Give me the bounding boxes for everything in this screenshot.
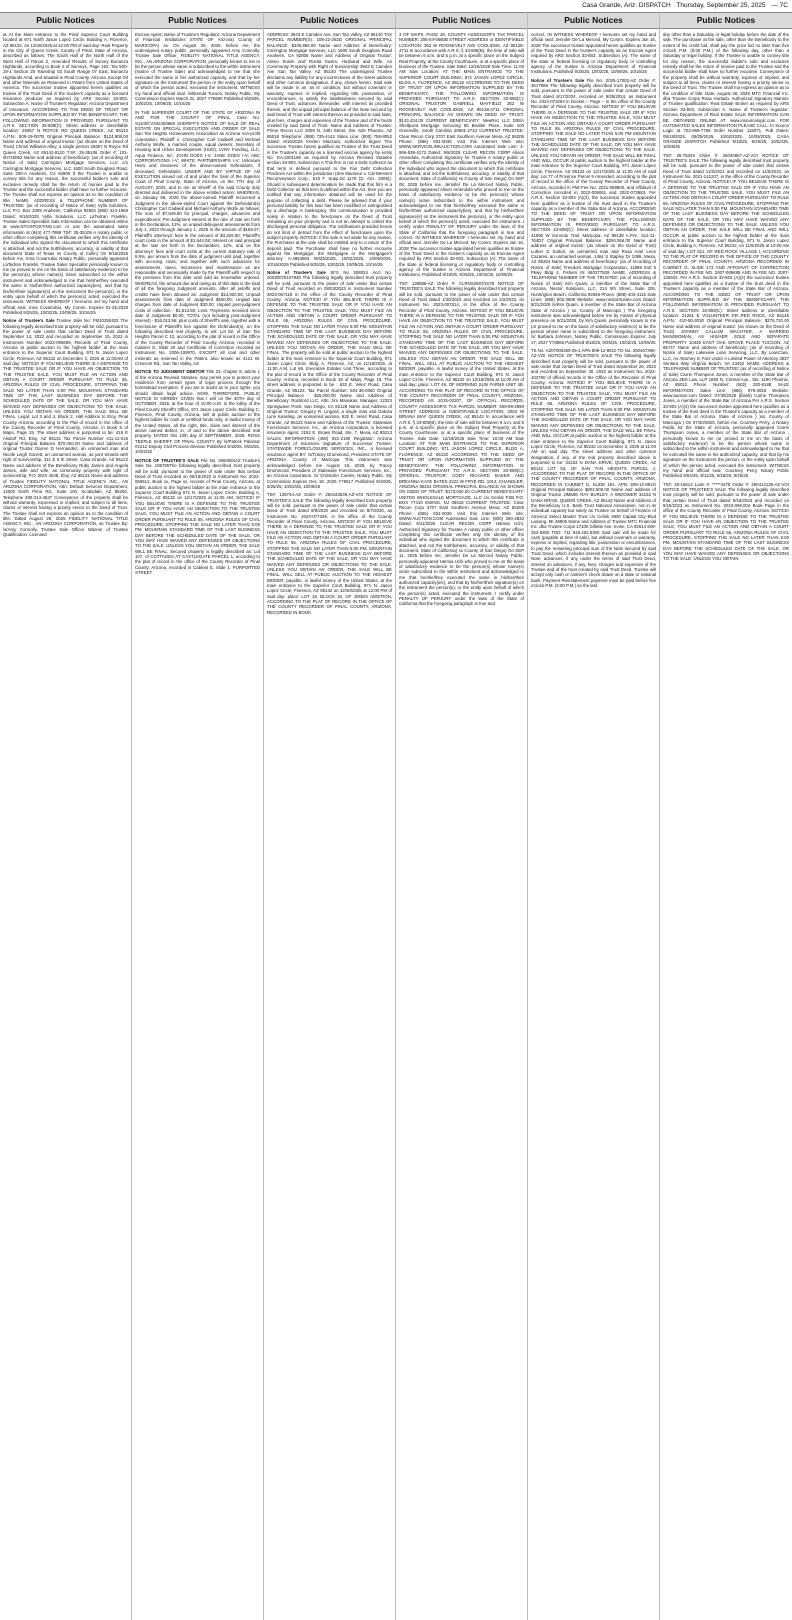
column-body (531, 32, 656, 588)
notice-body: IN THE SUPERIOR COURT OF THE STATE OF ARIZONA IN AND FOR THE COUNTY OF PINAL Case No. S1100CV202400686 SHERIFF'S NOTICE OF SALE OF REAL ESTATE ON SPECIAL EXECUTION AND ORDER OF SALE San Tan Heights Homeowners Association an Arizona non-profit corporation, Plaintiff v. Christopher Carl Cadwell and Michael Anthony Wolfe, a married couple, equal owners; Secretary of Housing and Urban Development (HUD); LVNV Funding, LLC; Aqua Finance, Inc; JOHN DOES I-V; JANE DOES I-V; ABC CORPORATIONS I-V; WHITE PARTNERSHIPS I-V; Unknown Heirs and Devisees of the above-named Defendants, if deceased, Defendants. UNDER AND BY VIRTUE OF AN EXECUTION issued out of and under the Seal of the Superior Court of Pinal County, State of Arizona, on the 7TH day of AUGUST, 2025, and to me as Sheriff of the said County duly directed and delivered in the above entitled action: WHEREAS, on January 06, 2025 the above-named Plaintiff recovered a Judgment in the above-styled Court against the Defendant(s) Christopher Carl Cadwell and Michael Anthony Wolfe as follows: The sum of $7,849.50 for principal, charges, advances and expenditures; Pre-Judgment interest at the rate of rate set forth in the Declaration, 12%, on unpaid delinquent assessments from July 1, 2023 through January 1, 2025 in the amount of $169.07; Plaintiff's attorneys' fees in the amount of $4,326.50; Plaintiff's court costs in the amount of $1,644.08; Interest on said principal at the rate set forth in the Declaration, 12%, and on the attorneys' fees and court costs at the current statutory rate of 8.5%, per annum from the date of judgment until paid, together with accruing costs; and together with such advances for assessments, taxes, insurances and maintenance as are reasonable and necessarily made by the Plaintiff with respect to the premises from this date until sold as hereinafter ordered. WHEREAS, the amount due and owing as of this date is the total of all the foregoing Judgment amounts, after all setoffs and credits have been allowed as: Judgment $13,820.08; Unpaid assessments from date of Judgment $500.00; Unpaid late charges from date of Judgment $30.00; Unpaid post-judgment costs of collection - $1,613.50; Less: Payments received since date of Judgment $0.00; TOTAL (not including post-Judgment interest) - $16,013.58, plus costs of Sheriff's sale, together with a foreclosure of Plaintiff's lien against the Defendant(s), on the following described real property, to wit: Lot 52, of San Tan Heights Parcel C 12, according to the plat of record in the Office of the County Recorder of Pinal County, Arizona, recorded in Cabinet G, Slide 20 and Certificate of Correction recorded as Instrument No. 2006-109970. EXCEPT all coal and other minerals as reserved in the Patent. also known as 4121 W. Crescent Rd., San Tan Valley, AZ. (135, 109, 260, 366)
column-6 (660, 12, 792, 1620)
column-body (267, 32, 392, 615)
notice (135, 32, 260, 107)
notice (3, 32, 128, 315)
notice-body: TS#: 139744-AZ Order #: 250443536-AZ-VOI NOTICE OF TRUSTEE'S SALE The following legally described trust property will be sold, pursuant to the power of sale under that certain Deed of Trust dated 8/9/2020 and recorded on 8/7/2020, as Instrument No. 2020-077329, in the office of the County Recorder of Pinal County, Arizona. NOTICE! IF YOU BELIEVE THERE IS A DEFENSE TO THE TRUSTEE SALE OR IF YOU HAVE AN OBJECTION TO THE TRUSTEE SALE, YOU MUST FILE AN ACTION AND OBTAIN A COURT ORDER PURSUANT TO RULE 65, ARIZONA RULES OF CIVIL PROCEDURE, STOPPING THE SALE NO LATER THAN 5:00 PM. MOUNTAIN STANDARD TIME OF THE LAST BUSINESS DAY BEFORE THE SCHEDULED DATE OF THE SALE, OR YOU MAY HAVE WAIVED ANY DEFENSES OR OBJECTIONS TO THE SALE. UNLESS YOU OBTAIN AN ORDER, THE SALE WILL BE FINAL. WILL SELL AT PUBLIC AUCTION TO THE HIGHEST BIDDER, payable, in lawful money of the United States, at the main entrance to the Superior Court Building, 971 N. Jason Lopez Circle, Florence, AZ 85132 on 12/30/2025 at 12:00 PM of said day: place: LOT 19, BLOCK 16, OF JONES ADDITION, ACCORDING TO THE PLAT OF RECORD IN THE OFFICE OF THE COUNTY RECORDER OF PINAL COUNTY, ARIZONA, RECORDED IN BOOK (267, 492, 392, 615)
notice-title: Notice of Trustee's Sale (531, 77, 585, 83)
column-body (135, 32, 260, 575)
column-5 (528, 12, 660, 1620)
notice (531, 32, 656, 75)
column-body (399, 32, 524, 607)
notice-body: TS#: 25-15613 Loan #: *****4478 Order #: 250414136-AZ-VOI NOTICE OF TRUSTEE'S SALE The following legally described trust property will be sold, pursuant to the power of sale under that certain Deed of Trust dated 9/18/2023 and recorded on 9/18/2023 as Instrument No. 2023-069,004 Book Page in the office of the County Recorder of Pinal County, Arizona. NOTICE! IF YOU BELIEVE THERE IS A DEFENSE TO THE TRUSTEE SALE OR IF YOU HAVE AN OBJECTION TO THE TRUSTEE SALE, YOU MUST FILE AN ACTION AND OBTAIN A COURT ORDER PURSUANT TO RULE 65, ARIZONA RULES OF CIVIL PROCEDURE, STOPPING THE SALE NO LATER THAN 5:00 PM. MOUNTAIN STANDARD TIME OF THE LAST BUSINESS DAY BEFORE THE SCHEDULED DATE OF THE SALE, OR YOU MAY HAVE WAIVED ANY DEFENSES OR OBJECTIONS TO THE SALE. UNLESS YOU OBTAIN (663, 481, 789, 562)
notice (135, 110, 260, 367)
notice-title: Notice of Trustee's Sale (267, 270, 326, 276)
column-3 (264, 12, 396, 1620)
masthead-paper: Casa Grande, Ariz. DISPATCH (582, 2, 671, 9)
masthead-page: — 7C (771, 2, 788, 9)
notice (531, 78, 656, 345)
column-header: Public Notices (396, 12, 527, 29)
notice (135, 458, 260, 576)
masthead (0, 0, 792, 12)
notice-body: correct. IN WITNESS WHEREOF I hereunto set my hand and official seal. Jennifer De La Merced, My Comm. Expires Jan 16, 2028 The successor trustee appointed herein qualifies as trustee of the Trust Deed in the trustee's capacity as an Escrow Agent required by ARS Section 33-803, Subsection (A). The name of the state or federal licensing or regulatory body or controlling agency of the trustee is Arizona Department of Financial Institutions. Published 9/25/25, 10/02/25, 10/09/25, 10/16/25 (531, 32, 656, 75)
notice-body: TS#: 138586-AZ Order #: CLRNS2587/1079 NOTICE OF TRUSTEE'S SALE The following legally described trust property will be sold, pursuant to the power of sale under that certain Deed of Trust dated 1/30/2023 and recorded on 2/2/2023, as Instrument No. 2023-007814, in the office of the County Recorder of Pinal County, Arizona. NOTICE! IF YOU BELIEVE THERE IS A DEFENSE TO THE TRUSTEE SALE OR IF YOU HAVE AN OBJECTION TO THE TRUSTEE SALE, YOU MUST FILE AN ACTION AND OBTAIN A COURT ORDER PURSUANT TO RULE 65, ARIZONA RULES OF CIVIL PROCEDURE, STOPPING THE SALE NO LATER THAN 5:00 PM. MOUNTAIN STANDARD TIME OF THE LAST BUSINESS DAY BEFORE THE SCHEDULED DATE OF THE SALE, OR YOU MAY HAVE WAIVED ANY DEFENSES OR OBJECTIONS TO THE SALE. UNLESS YOU OBTAIN AN ORDER, THE SALE WILL BE FINAL. WILL SELL AT PUBLIC AUCTION TO THE HIGHEST BIDDER, payable, in lawful money of the United States, at the main entrance to the Superior Court Building, 971 N. Jason Lopez Circle, Florence, AZ 85132 on 12/18/2025 at 11:00 AM of said day: place: LOT 46, OF MORNING SUN FARMS UNIT 4B, ACCORDING TO THE PLAT OF RECORD IN THE OFFICE OF THE COUNTY RECORDER OF PINAL COUNTY, ARIZONA, RECORDED AS 2015-02207, OF OFFICIAL RECORDS. COUNTY ASSESSOR'S TAX PARCEL NUMBER: 509-99-2990 STREET ADDRESS or IDENTIFIABLE LOCATION: 2002 W BRIANA WAY QUEEN CREEK, AZ 85142 In accordance with A.R.S. § 33-808(B), the time of sale will be between 9 a.m. and 5 p.m. at a specific place on the Subject Real Property, at the County Courthouse, or at a specific place of business of the Trustee. Sale Date: 12/18/2025 Sale Time: 10:00 AM Sale Location: AT THE MAIN ENTRANCE TO THE SUPERIOR COURT BUILDING, 971 JASON LOPEZ CIRCLE, BLDG A, FLORENCE, AZ 85132 ACCORDING TO THE DEED OF TRUST OR UPON INFORMATION SUPPLIED BY THE BENEFICIARY, THE FOLLOWING INFORMATION IS PROVIDED PURSUANT TO A.R.S. SECTION 33-808(C): ORIGINAL TRUSTOR: CODY RICHARD BAKER AND BREANNA KAYE BATES 2222 W FRYE RD. 1014, CHANDLER, ARIZONA 85224 ORIGINAL PRINCIPAL BALANCE AS SHOWN ON DEED OF TRUST: $173,030.00 CURRENT BENEFICIARY: UNITED WHOLESALE MORTGAGE, LLC c/o Cenlar FSB P.O. BOX 77410 EWING, NJ 08618 CURRENT TRUSTEE: Clear Recon Corp 3707 East Southern Avenue Mesa, AZ 85206 Phone: (866) 931-0036 Visit this Internet Web site: WWW.AUCTION.COM Automated Sale Line: (800) 280-2832 Dated: 9/11/2025 CLEAR RECON CORP Hamsa Uchi, Authorized Signatory for Trustee A notary public or other officer completing this certificate verifies only the identity of the individual who signed the document to which this certificate is attached, and not the truthfulness, accuracy, or validity of that document. State of California) ss County of San Diego) On SEP 11, 2025 before me, Jennifer De La Merced Notary Public, personally appeared Hamsa Uchi who proved to me on the basis of satisfactory evidence to be the person(s) whose name(s) is/are subscribed to the within instrument and acknowledged to me that he/she/they executed the same in his/her/their authorized capacity(ies), and that by his/her/their signature(s) on the instrument the person(s), or the entity upon behalf of which the person(s) acted, executed the instrument. I certify under PENALTY OF PERJURY under the laws of the State of California that the foregoing paragraph is true and (399, 280, 524, 607)
notice (3, 318, 128, 537)
column-header: Public Notices (132, 12, 263, 29)
notice-columns (0, 12, 792, 1620)
column-header: Public Notices (0, 12, 131, 29)
notice (663, 153, 789, 479)
notice-body: SFS No 508024 Acct No. 20030076107930 The following legally described trust property will be sold, pursuant to the power of sale under that certain Deed of Trust recorded on 08/03/2023 in Instrument Number 2023-067115 in the office of the County Recorder of Pinal County, Arizona. NOTICE! IF YOU BELIEVE THERE IS A DEFENSE TO THE TRUSTEE SALE OR IF YOU HAVE AN OBJECTION TO THE TRUSTEE SALE, YOU MUST FILE AN ACTION AND OBTAIN A COURT ORDER PURSUANT TO RULE 65, ARIZONA RULES OF CIVIL PROCEDURE, STOPPING THE SALE NO LATER THAN 5:00 PM. MOUNTAIN STANDARD TIME OF THE LAST BUSINESS DAY BEFORE THE SCHEDULED DATE OF THE SALE, OR YOU MAY HAVE WAIVED ANY DEFENSES OR OBJECTIONS TO THE SALE. UNLESS YOU OBTAIN AN ORDER, THE SALE WILL BE FINAL. The property will be sold at public auction to the highest bidder at the main entrance to the Superior Court Building, 971 Jason Lopez Circle, Bldg. A, Florence, AZ, on 11/18/2025, at 11:00 A.M. Lot 66, Executive Estates Unit Three, according to the plat of record in the Office of the County Recorder of Pinal County, Arizona, recorded in Book 19 of Maps, Page 18. The street address is purported to be : 632 E. Velez Road, Casa Grande, AZ 85122. Tax Parcel Number: 504-36-0060 Original Principal Balance : $25,000.00 Name and Address of Beneficiary: Rocklord LLC, Attn: Jim Manukas, Manager, 12323 Springwave Point, San Diego, CA 92128 Name and Address of Original Trustor: Gregory R. Lingard, a single man and Dakota Lynn Keasling, an unmarried woman, 632 E. Velez Road, Casa Grande, AZ 85122 Name and Address of the Trustee: Statewide Foreclosure Services, Inc., an Arizona corporation, a licensed insurance agent, 2152 E. Brown Road, Ste. 7, Mesa, AZ 85213 SALES INFORMATION (480) 921-2190 Regulator: Arizona Department of Insurance Signature of Successor Trustee: STATEWIDE FORECLOSURE SERVICES, INC., a licensed insurance agent BY: /s/Tracey Drummond, President STATE OF ARIZONA, County of Maricopa This instrument was acknowledged before me August 18, 2025, by Tracey Drummond, President of Statewide Foreclosure Services, Inc., an Arizona corporation. /s/ Christofer Coelen, Notary Public, My Commission Expires Dec 10, 2025 Y78517 Published 9/18/25, 9/25/25, 10/02/25, 10/09/25 (267, 270, 392, 489)
column-header: Public Notices (528, 12, 659, 29)
column-body (663, 32, 789, 562)
notice (267, 270, 392, 489)
column-4 (396, 12, 528, 1620)
notice-title: NOTICE TO JUDGMENT DEBTOR (135, 369, 205, 375)
notice-body: 3 OF MAPS, PAGE 28. COUNTY ASSESSOR'S TAX PARCEL NUMBER: 205-04-0580B STREET ADDRESS or IDENTIFIABLE LOCATION: 352 W ROOSEVELT AVE COOLIDGE, AZ 85128-4711 In accordance with A.R.S. § 33-808(B), the time of sale will be between 9 a.m. and 5 p.m. at a specific place on the Subject Real Property, at the County Courthouse, or at a specific place of business of the Trustee. Sale Date: 12/18/2025 Sale Time: 11:00 AM Sale Location: AT THE MAIN ENTRANCE TO THE SUPERIOR COURT BUILDING, 971 JASON LOPEZ CIRCLE, BLDG A, FLORENCE, AZ 85132 ACCORDING TO THE DEED OF TRUST OR UPON INFORMATION SUPPLIED BY THE BENEFICIARY, THE FOLLOWING INFORMATION IS PROVIDED PURSUANT TO A.R.S. SECTION 33-808(C): ORIGINAL TRUSTOR: GABRIELL MAYFIELD 352 W ROOSEVELT AVE COOLIDGE, AZ 85128-4711 ORIGINAL PRINCIPAL BALANCE AS SHOWN ON DEED OF TRUST: $143,434.00 CURRENT BENEFICIARY: NewRez LLC D/B/A Shellpoint Mortgage Servicing 55 Beattie Place, Suite 100 Greenville, South Carolina 29601-2743 CURRENT TRUSTEE: Clear Recon Corp 3707 East Southern Avenue Mesa, AZ 85206 Phone: (866) 931-0036 Visit this Internet Web site: WWW.SERVICELINKAUCTION.COM Automated Sale Line: 1-866-539-4173 Dated: 9/8/2025 CLEAR RECON CORP Alison Amendola, Authorized Signatory for Trustee A notary public or other officer completing this certificate verifies only the identity of the individual who signed the document to which this certificate is attached, and not the truthfulness, accuracy, or validity of that document. State of California) ss County of San Diego) On SEP 08, 2025 before me, Jennifer De La Merced Notary Public, personally appeared Alison Amendola who proved to me on the basis of satisfactory evidence to be the person(s) whose name(s) is/are subscribed to the within instrument and acknowledged to me that he/she/they executed the same in his/her/their authorized capacity(ies), and that by his/her/their signature(s) on the instrument the person(s), or the entity upon behalf of which the person(s) acted, executed the instrument. I certify under PENALTY OF PERJURY under the laws of the State of California that the foregoing paragraph is true and correct. IN WITNESS WHEREOF I hereunto set my hand and official seal. Jennifer De La Merced, My Comm. Expires Jan 16, 2028 The successor trustee appointed herein qualifies as trustee of the Trust Deed in the trustee's capacity as an Escrow Agent required by ARS Section 33-803, Subsection (A). The name of the state or federal licensing or regulatory body or controlling agency of the trustee is Arizona Department of Financial Institutions. Published 9/18/25, 9/25/25, 10/02/25, 10/09/25 (399, 32, 524, 278)
column-2 (132, 12, 264, 1620)
notice-body: Title 33, chapter 8, article 1 of the Arizona Revised Statutes, may permit you to protect your residence from certain types of legal process through the homestead exemption. If you are in doubt as to your rights, you should obtain legal advice. NOW, THEREFORE, PUBLIC NOTICE IS HEREBY GIVEN that I will on the 30TH day of OCTOBER, 2025, at the hour of 10:00 A.M. in the lobby of the Pinal County Sheriff's Office, 971 Jason Lopez Circle, Building C, Florence, Pinal County, Arizona, sell at public auction to the highest bidder for cash or certified funds only, in lawful money of the United States, all the right, title, claim and interest of the above named debtor, in, of and to the above described real property. DATED this 10th day of SEPTEMBER, 2025. ROSS TEEPLE SHERIFF OF PINAL COUNTY By /s/Patrick Palomar #2212 Deputy Civil Process Division Published 9/18/25, 9/25/25, 10/02/25 (135, 369, 261, 455)
notice-body: Escrow Agent, Name of Trustee's Regulator: Arizona Department of Financial Institutions STATE OF Arizona) County of MARICOPA) ss. On August 29, 2025, before me, the undersigned notary public, personally appeared Amy Connolly, Trustee Sale Officer, FIDELITY NATIONAL TITLE AGENCY, INC., AN ARIZONA CORPORATION, personally known to me to be the person whose name is subscribed to the within instrument (Notice of Trustee Sale) and acknowledged to me that she executed the same in her authorized capacity, and that by her signature on the instrument the person or the entity upon behalf of which the person acted, executed the instrument. WITNESS my hand and official seal. /s/Brenda Tucson, Notary Public, My Commission Expires March 31, 2027 Y78690 Published 9/25/25, 10/02/25, 10/09/25, 10/16/25 (135, 32, 260, 107)
notice (531, 348, 656, 588)
notice (267, 32, 392, 267)
notice-body: Trustee Sale No: FM10250403 The following legally described trust property will be sold, pursuant to the power of sale under that certain Deed of Trust dated September 14, 2022 and recorded on September 15, 2022 in Instrument Number 2022-096699, Records of Pinal County, Arizona at public auction to the highest bidder at the main entrance to the Superior Court Building, 971 N. Jason Lopez Circle, Florence, AZ 85132 on December 3, 2025 at 11:00AM of said day: NOTICE! IF YOU BELIEVE THERE IS A DEFENSE TO THE TRUSTEE SALE OR IF YOU HAVE AN OBJECTION TO THE TRUSTEE SALE, YOU MUST FILE AN ACTION AND OBTAIN A COURT ORDER PURSUANT TO RULE 65, ARIZONA RULES OF CIVIL PROCEDURE, STOPPING THE SALE NO LATER THAN 5:00 PM. MOUNTAIN STANDARD TIME OF THE LAST BUSINESS DAY BEFORE THE SCHEDULED DATE OF THE SALE, OR YOU MAY HAVE WAIVED ANY DEFENSES OR OBJECTIONS TO THE SALE. UNLESS YOU OBTAIN AN ORDER, THE SALE WILL BE FINAL. Legal: Lot 3 and 4, Block 2, Hall Addition to Eloy, Pinal County Arizona, according to the Plat of record in the office of the County Recorder of Pinal County, Arizona, in Book 5 of Maps, Page 15. The street address is purported to be: 415 E Alsdorf Rd, Eloy, AZ 85131 Tax Parcel Number 411-11-016 Original Principal Balance $70,000.00 Name and address of original Trustor Darren D Hernandez, an unmarried man and Nicole Leigh Garrett, an unmarried woman, as joint tenants with right of survivorship, 311 E 9 th Street, Casa Grande, AZ 85122 Name and address of the Beneficiary Ruby James and Angela James, wife and wife, as community property with right of survivorship, P.O. BOX 4048, Eloy, AZ 85131 Name and address of Trustee FIDELITY NATIONAL TITLE AGENCY, INC., AN ARIZONA CORPORATION, Attn: Default Services Department, 14000 North Pima Rd., Suite 100, Scottsdale, AZ 85260, Telephone 480-214-4537 Conveyance of the property shall be without warranty, expressed or implied, and subject to all liens, claims or interest having a priority senior to the Deed of Trust. The Trustee shall not express an opinion as to the condition of title. Dated August 29, 2025 FIDELITY NATIONAL TITLE AGENCY, INC., AN ARIZONA CORPORATION, as Trustee By: /s/Amy Connolly, Trustee Sale Officer Manner of Trustee Qualification: Licensed (3, 318, 128, 537)
notice-body: File No. 2025-17002-AZ Order #: 3617988 The following legally described trust property will be sold, pursuant to the power of sale under that certain Deed of Trust dated 9/17/2024, recorded on 9/25/2024, as Instrument No. 2024-073294 in Docket -- Page -- in the office of the County Recorder of Pinal County, Arizona. NOTICE! IF YOU BELIEVE THERE IS A DEFENSE TO THE TRUSTEE SALE OR IF YOU HAVE AN OBJECTION TO THE TRUSTEE SALE, YOU MUST FILE AN ACTION AND OBTAIN A COURT ORDER PURSUANT TO RULE 65, ARIZONA RULES OF CIVIL PROCEDURE, STOPPING THE SALE NO LATER THAN 5:00 PM MOUNTAIN STANDARD TIME OF THE LAST BUSINESS DAY BEFORE THE SCHEDULED DATE OF THE SALE, OR YOU MAY HAVE WAIVED ANY DEFENSES OR OBJECTIONS TO THE SALE. UNLESS YOU OBTAIN AN ORDER, THE SALE WILL BE FINAL AND WILL OCCUR at public auction to the highest bidder at the main entrance to the Superior Court Building, 971 Jason Lopez Circle, Florence, AZ 85132 on 12/17/2025 at 11:00 AM of said day: Lot 77 of Province Parcel 9 Amended, according to the plat of record in the office of the County Recorder of Pinal County, Arizona, recorded in Plat Fee No. 2021-088900, and Affidavit of Correction recorded in 2022-006061 and 2022-073883. Per A.R.S. Section 33-803 (A)(2), the successor trustee appointed here qualifies as a trustee of the trust deed in the Trustee's capacity as a member of the State Bar of Arizona. ACCORDING TO THE DEED OF TRUST OR UPON INFORMATION SUPPLIED BY THE BENEFICIARY, THE FOLLOWING INFORMATION IS PROVIDED PURSUANT TO A.R.S. SECTION 33-808(C): Street address or identifiable location: 41590 W Sonoran Trail, Maricopa, AZ 85138 A.P.N.: 512-11-764D7 Original Principal Balance: $294,556.00 Name and address of original trustor: (as shown on the Deed of Trust) Luther D Sutton, an unmarried man and Rosa Ariel Leon Cazares, an unmarried woman, 1464 S Stapley Dr 1086, Mesa, AZ 85204 Name and address of beneficiary: (as of recording of Notice of Sale) Freedom Mortgage Corporation, 11988 Exit 5 Pkwy Bldg 4, Fishers IN 460377939 NAME, ADDRESS & TELEPHONE NUMBER OF THE TRUSTEE: (as of recording of Notice of Sale) Kim Quam, a member of the State Bar of Arizona, Nestor Solutions, LLC, 214 5th Street, Suite 205, Huntington Beach, California 92648 Phone: (888) 403-4115 Sale Lines: (888) 902-3989 Website: www.nestortrustee.com Dated: 8/21/2025 /s/Kim Quam, a member of the State Bar of Arizona State of Arizona ) ss. County of Maricopa ) The foregoing instrument was acknowledged before me by means of physical presence on 8/21/2025, by Kim Quam, personally known to me (or proved to me on the basis of satisfactory evidence) to be the person whose name is subscribed to the foregoing instrument. /s/ Barbara Johnson, Notary Public, Commission Expires: July 17, 2027 Y78566 Published 9/18/25, 9/25/25, 10/02/25, 10/09/25 (531, 77, 656, 345)
column-1 (0, 12, 132, 1620)
notice (135, 369, 260, 455)
notice (267, 492, 392, 615)
masthead-date: Thursday, September 25, 2025 (676, 2, 766, 9)
notice (399, 32, 524, 278)
notice-body: TS#: 25-75349 Order #: 25040857-AZ-VOI NOTICE OF TRUSTEE'S SALE The following legally described trust property will be sold, pursuant to the power of sale under that certain Deed of Trust dated 11/5/2021 and recorded on 11/5/2021, as Instrument No. 2021-141207, in the office of the County Recorder of Pinal County, Arizona. NOTICE! IF YOU BELIEVE THERE IS A DEFENSE TO THE TRUSTEE SALE OR IF YOU HAVE AN OBJECTION TO THE TRUSTEE SALE, YOU MUST FILE AN ACTION AND OBTAIN A COURT ORDER PURSUANT TO RULE 65, ARIZONA RULES OF CIVIL PROCEDURE, STOPPING THE SALE NO LATER THAN 5:00 PM. MOUNTAIN STANDARD TIME OF THE LAST BUSINESS DAY BEFORE THE SCHEDULED DATE OF THE SALE, OR YOU MAY HAVE WAIVED ANY DEFENSES OR OBJECTIONS TO THE SALE. UNLESS YOU OBTAIN AN ORDER, THE SALE WILL BE FINAL AND WILL OCCUR at public auction to the highest bidder at the main entrance to the Superior Court Building, 971 N. Jason Lopez Circle, Building A, Florence, AZ 85232, on 11/6/2025 at 10:00 AM of said day: LOT 321, OF RED ROCK VILLAGE I, ACCORDING TO THE PLAT OF RECORD IN THE OFFICE OF THE COUNTY RECORDER OF PINAL COUNTY, ARIZONA RECORDED IN CABINET G, SLIDE 173 AND AFFIDAVIT OF CORRECTION RECORDED IN FEE NO. 2007-089688 AND IN FEE NO. 2007-135932. Per A.R.S. Section 33-803 (A)(2) the successor trustee appointed here qualifies as a trustee of the trust deed in the Trustee's capacity as a member of the State Bar of Arizona. ACCORDING TO THE DEED OF TRUST OR UPON INFORMATION SUPPLIED BY THE BENEFICIARY, THE FOLLOWING INFORMATION IS PROVIDED PURSUANT TO A.R.S. SECTION 33-808(C): Street address or identifiable location: 21261 E VOLUNTEER DR RED ROCK, AZ 85145 A.P.N.: 410-50-3030 Original Principal Balance: $276,720.00 Name and address of original trustor: (as shown on the Deed of Trust) JOHNNY CALLUM WACHTER, A MARRIED MAN/WOMAN, AS HIS/HER SOLE AND SEPARATE PROPERTY 10445 EAST OAK GROVE PLACE TUCSON, AZ 85747 Name and address of beneficiary: (as of recording of Notice of Sale) Lakeview Loan Servicing, LLC, By LoanCare, LLC, As Attorney In Fact Under A Limited Power of Attorney 3637 Sentara Way Virginia Beach, VA 23452 NAME, ADDRESS & TELEPHONE NUMBER OF TRUSTEE: (as of recording of Notice of Sale) Carrie Thompson Jones, a member of the State Bar of Arizona ZBS Law, LLP 1850 N. Central Ave., Ste. 1190 Phoenix, AZ 85012 Phone Number: (602) 282-6188 SALE INFORMATION: Sales Line: (866) 976-3916 Website: www.auction.com Dated: 07/30/2025 (blank) Carrie Thompson Jones, a member of the State Bar of Arizona Per A.R.S. Section 33-803 (A)(2) the successor trustee appointed here qualifies as a trustee of the trust deed in the Trustee's capacity as a member of the State Bar of Arizona. State of Arizona ) )ss. County of Maricopa ) On 07/30/2025, before me, Courtney Perry, a Notary Public for the State of Arizona, personally appeared Carrie Thompson Jones, a member of the State Bar of Arizona , personally known to me (or proved to me on the basis of satisfactory evidence) to be the person whose name is subscribed to the within instrument and acknowledged to me that he executed the same in his authorized capacity, and that by his signature on the instrument the person, or the entity upon behalf of which the person acted, executed the instrument. WITNESS my hand and official seal. Courtney Perry Notary Public Published 9/04/25, 9/11/25, 9/18/25, 9/25/25 (663, 152, 789, 479)
notice-title: NOTICE OF TRUSTEE'S SALE (135, 457, 199, 463)
column-header: Public Notices (660, 12, 792, 29)
column-header: Public Notices (264, 12, 395, 29)
notice-body: at At the Main entrance to the Pinal Superior Court Building located at 971 North Jason Lopez Circle, Building A, Florence, AZ 85132, on 12/30/2025 at 12:00 PM of said day: Real Property in the City of Queen Creek, County of Pinal, State of Arizona, described as follows: The South Half of the North Half of the West Half of Parcel 2, Amended Results of Survey Bonanza Highlands, according to Book 2 of Surveys, Page 192, Tax 500-19-1 Section 25 Township 03 South Range 07 East, Bonanza Highlands Amd, and situated in Pinal County, Arizona. Except Oil and other Minerals as Reserved in Patent from United States of America. The successor trustee appointed herein qualifies as trustee of the Trust Deed in the trustee's capacity as a licensed insurance producer as required by ARS Section 33-803, Subsection A. Name of Trustee's Regulator: Arizona Department of Insurance. ACCORDING TO THE DEED OF TRUST OR UPON INFORMATION SUPPLIED BY THE BENEFICIARY, THE FOLLOWING INFORMATION IS PROVIDED PURSUANT TO A.R.S. SECTION 33-808(C): Street address or identifiable location: 29357 N ROYCE RD QUEEN CREEK, AZ 85142 A.P.N.: 509-19-007B Original Principal Balance: $124,908.00 Name and address of original trustor: (as shown on the Deed of Trust) Christi Williams-Alley, a single person 29357 N Royce Rd Queen Creek, AZ 85142-8120 T.S#: 25-35106 Order #: 101-00715062 Name and address of beneficiary: (as of recording of Notice of Sale) Carrington Mortgage Services, LLC c/o Carrington Mortgage Services, LLC 1600 South Douglass Road, Suite 200-A Anaheim, CA 92806 If the Trustee is unable to convey title for any reason, the successful bidder's sole and exclusive remedy shall be the return of monies paid to the Trustee and the successful bidder shall have no further recourse. The Trustee shall not express an opinion as to the condition of title. NAME, ADDRESS & TELEPHONE NUMBER OF TRUSTEE: (as of recording of Notice of Sale) Vylla Solutions, LLC P.O. Box 3309 Anaheim, California 92803 (888) 313-1969 Dated: 9/16/2025 Vylla Solutions, LLC LaTedran Franklin, Trustee Sales Specialist Sale Information can be obtained online at www.STOXPOSTING.com or use the automated sales information at (844) 477-7869 TS#: 25-35106 A notary public or other officer completing this certificate verifies only the identity of the individual who signed the document to which this certificate is attached, and not the truthfulness, accuracy, or validity of that document State of Texas ss County of Collin) On 9/16/2025 before me, Irma Covarrubio Notary Public, personally appeared LaTedran Franklin, Trustee Sales Specialist personally known to me (or proved to me on the basis of satisfactory evidence) to be the person(s) whose name(s) is/are subscribed to the within instrument and acknowledged to me that he/she/they executed the same in his/her/their authorized capacity(ies), and that by his/her/their signature(s) on the instrument the person(s), or the entity upon behalf of which the person(s) acted, executed the instrument. WITNESS WHEREOF I hereunto set my hand and official seal. Irma Covarrubio, My Comm. Expires 01-25-2028 Published 9/25/25, 10/02/25, 10/09/25, 10/16/25 (3, 32, 128, 315)
notice (663, 32, 789, 150)
notice-title: Notice of Trustee's Sale (3, 318, 55, 324)
notice (663, 482, 789, 562)
notice-body: File No. 2684584AZ Trustee's Sale No. 186795The following legally described trust property will be sold, pursuant to the power of sale under that certain Deed of Trust recorded on 05/18/2022 in Instrument No. 2022-066512, Book xx, Page xx, records of Pinal County, Arizona, at public auction to the highest bidder at the main entrance to the Superior Court Building 971 N. Jason Lopez Circle, Building A, Florence, AZ 85132 on 12/17/2025 at 11:00 AM, NOTICE! IF YOU BELIEVE THERE IS A DEFENSE TO THE TRUSTEE SALE OR IF YOU HAVE AN OBJECTION TO THE TRUSTEE SALE, YOU MUST FILE AN ACTION AND OBTAIN A COURT ORDER PURSUANT TO RULE 65, ARIZONA RULES OF CIVIL PROCEDURE, STOPPING THE SALE NO LATER THAN 5:00 PM. MOUNTAIN STANDARD TIME OF THE LAST BUSINESS DAY BEFORE THE SCHEDULED DATE OF THE SALE, OR YOU MAY HAVE WAIVED ANY DEFENSES OR OBJECTIONS TO THE SALE. UNLESS YOU OBTAIN AN ORDER, THE SALE WILL BE FINAL. Secured property is legally described as: Lot 107, of COTTAGES AT CASTLEGATE PARCEL 1, according to the plat of record in the office of the County Recorder of Pinal County, Arizona, recorded in Cabinet E, Slide 1. PURPORTED STREET (135, 457, 260, 576)
notice-body: day other than a Saturday or legal holiday before the date of the sale. The purchaser at the sale, other than the Beneficiary to the extent of his credit bid, shall pay the price bid no later than five o'clock P.M. (5:00 P.M.) of the following day, other than a Saturday or legal holiday. If the Trustee is unable to convey title for any reason, the successful bidder's sole and exclusive remedy shall be the return of monies paid to the Trustee and the successful bidder shall have no further recourse. Conveyance of the property shall be without warranty, express or implied, and subject to all liens, claims or interest having a priority senior to the Deed of Trust. The Trustee shall not express an opinion as to the condition of title. Date: August 28, 2025 MTC Financial Inc. dba Trustee Corps Rosa Hurtado, Authorized Signatory Manner of Trustee qualification: Real Estate Broker as required by ARS Section 33-803, Subsection A. Name of Trustee's regulator: Arizona Department of Real Estate SALE INFORMATION CAN BE OBTAINED ONLINE AT www.insourcelogic.com FOR AUTOMATED SALES INFORMATION PLEASE CALL: In Source Logic at 702-659-7766 Order Number 115071, Pub Dates: 09/18/2025, 09/25/2025, 10/02/2025, 10/09/2025, CASA GRANDE DISPATCH Published 9/18/25, 9/25/25, 10/02/25, 10/09/25 (663, 32, 789, 150)
notice-body: TS No. AZ07000260-25-1 APN 509-12-8910 TO No. 250467395-AZ-VOI NOTICE OF TRUSTEE'S SALE The following legally described trust property will be sold, pursuant to the power of sale under that certain Deed of Trust dated September 26, 2022 and recorded on September 30, 2022 as Instrument No. 2022-103780 of official records in the Office of the Recorder of Pinal County, Arizona. NOTICE! IF YOU BELIEVE THERE IS A DEFENSE TO THE TRUSTEE SALE OR IF YOU HAVE AN OBJECTION TO THE TRUSTEE SALE, YOU MUST FILE AN ACTION AND OBTAIN A COURT ORDER PURSUANT TO RULE 65, ARIZONA RULES OF CIVIL PROCEDURE, STOPPING THE SALE NO LATER THAN 5:00 PM. MOUNTAIN STANDARD TIME OF THE LAST BUSINESS DAY BEFORE THE SCHEDULED DATE OF THE SALE, OR YOU MAY HAVE WAIVED ANY DEFENSES OR OBJECTIONS TO THE SALE. UNLESS YOU OBTAIN AN ORDER, THE SALE WILL BE FINAL AND WILL OCCUR at public auction to the highest bidder at the main entrance to the Superior Court Building, 971 N. Jason Lopez Circle, Florence, AZ 85232 on December 3, 2025 at 11:00 AM on said day. The street address and other common designation, if any, of the real property described above is purported to be: 34153 N DANA DRIVE, QUEEN CREEK, AZ 85142 LOT 53, OF SAN TAN HEIGHTS PARCEL J, ACCORDING TO THE PLAT OF RECORD IN THE OFFICE OF THE COUNTY RECORDER OF PINAL COUNTY, ARIZONA, RECORDED IN CABINET G, SLIDE 181. APN: 509-12-891O Original Principal Balance $802,500.00 Name and address of Original Trustor JIMMIE RAY BURLEY, A WIDOWER 34153 N DANA DRIVE, QUEEN CREEK, AZ 85142 Name and Address of the Beneficiary U.S. Bank Trust National Association, not in its individual capacity but solely as Trustee on behalf of Finance of America Select Master Trust c/o Celink 3900 Capital City Blvd Lansing, MI 48906 Name and Address of Trustee MTC Financial Inc. dba Trustee Corps 17100 Gillette Ave, Irvine, CA 92614 949-252-8300 TDD: 711 949.252.8300 Said sale will be made for cash (payable at time of sale), but without covenant or warranty, express or implied, regarding title, possession or encumbrances, to pay the remaining principal sum of the Note secured by said Trust Deed, which includes interest thereon as provided in said Note, advances, if any under the terms of said Trust Deed, interest on advances, if any, fees, charges and expenses of the Trustee and of the trust created by said Trust Deed. Trustee will accept only cash or cashier's check drawn on a state or national bank. Payment Reinstatement payment must be paid before five o'clock P.M. (5:00 P.M.) on the last (531, 347, 656, 589)
notice (399, 281, 524, 607)
column-body (3, 32, 128, 537)
notice-body: ADDRESS: 3943 E Camden Ave, San Tan Valley, AZ 85140 TAX PARCEL NUMBER(S): 109-22-262D ORIGINAL PRINCIPAL BALANCE: $345,956.00 Name and Address of Beneficiary: Carrington Mortgage Services, LLC 1600 South Douglass Road Anaheim, CA 92806 Name and Address of Original Trustor: Alvino Susim and Rosita Susim, Husband and Wife, As Community Property with Right of Survivorship 3943 E Camden Ave San Tan Valley, AZ 85140 The undersigned Trustee disclaims any liability for any incorrectness of the street address and other common designation, if any, shown herein. Said sale will be made in an 'as is' condition, but without covenant or warranty, express or implied, regarding title, possession, or encumbrances, to satisfy the indebtedness secured by said Deed of Trust, advances thereunder, with interest as provided therein, and the unpaid principal balance of the Note secured by said Deed of Trust with interest thereon as provided in said Note, plus fees, charges and expenses of the Trustee and of the trusts created by said Deed of Trust. Name and Address of Trustee: Prime Recon LLC 2009 N. 44th Street, Ste. 625 Phoenix, AZ 85018 Telephone: (888) 725-4142 Sales Line: (800) 758-8052 Dated: 9/16/2025 Kristen Mazzara, Authorized Signer The successor Trustee herein qualifies as Trustee of the Trust Deed in the Trustee's capacity as a licensed escrow agency by entity No: EA-2001166 as required by Arizona Revised Statutes section 33-803, Subsection A This firm is not a Debt Collector as that term is defined pursuant to the Fair Debt Collection Practices Act within the jurisdiction (See Mansour v. Cal-Western Reconveyance Corp., 618 F. Supp.2d 1178 (D. Ariz. 2009)). Should a subsequent determination be made that this firm is a Debt Collector as that term is defined within the Act, then you are notified that any information obtained will be used for the purpose of collecting a debt. Please be advised that if your personal liability for this loan has been modified or extinguished by a discharge in bankruptcy, this communication is provided solely in relation to the foreclosure on the Deed of Trust remaining on your property and is not an attempt to collect the discharged personal obligation. The notifications provided herein do not limit or detract from the effect of foreclosure upon the subject property. NOTICE: If the sale is set aside for any reason, the Purchaser at the sale shall be entitled only to a return of the deposit paid. The Purchaser shall have no further recourse against the Mortgagor, the Mortgagee or the Mortgagee's attorney. A-4853583 09/25/2025, 10/02/2025, 10/09/2025, 10/16/2025 Published 9/25/25, 10/02/25, 10/09/25, 10/16/25 (267, 32, 392, 267)
